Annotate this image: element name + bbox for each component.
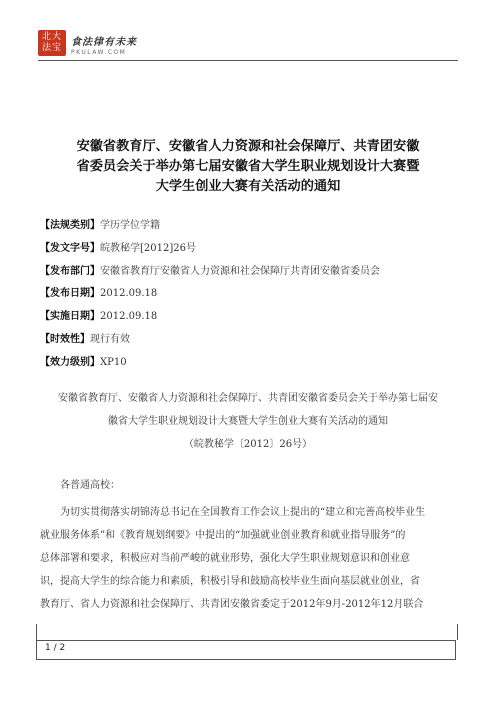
paragraph-line: 总体部署和要求，积极应对当前严峻的就业形势，强化大学生职业规划意识和创业意 [40,553,410,564]
body-heading-line: 安徽省教育厅、安徽省人力资源和社会保障厅、共青团安徽省委员会关于举办第七届安 [58,393,438,404]
pkulaw-logo-seal: 北大 法宝 [38,30,66,56]
header-divider [38,60,458,61]
paragraph-line: 识，提高大学生的综合能力和素质，积极引导和鼓励高校毕业生面向基层就业创业，省 [40,576,420,587]
title-line: 大学生创业大赛有关活动的通知 [155,179,341,194]
page-footer [36,640,456,660]
title-line: 安徽省教育厅、安徽省人力资源和社会保障厅、共青团安徽 [76,139,420,154]
meta-issuer: 【发布部门】安徽省教育厅安徽省人力资源和社会保障厅共青团安徽省委员会 [40,265,380,277]
logo-text [71,33,137,56]
document-body [40,387,456,616]
metadata-list [40,215,456,375]
site-header [38,30,458,70]
paragraph-line: 就业服务体系”和《教育规划纲要》中提出的“加强就业创业教育和就业指导服务”的 [40,530,406,541]
title-line: 省委员会关于举办第七届安徽省大学生职业规划设计大赛暨 [76,159,420,174]
document-title [40,137,456,197]
meta-publish-date: 【发布日期】2012.09.18 [40,288,158,300]
logo-url: PKULAW.COM [71,49,127,56]
salutation: 各普通高校： [60,480,120,491]
paragraph-line: 教育厅、省人力资源和社会保障厅、共青团安徽省委定于2012年9月-2012年12月联合 [40,599,424,610]
logo-slogan: 食法律有未来 [71,37,137,48]
meta-validity: 【时效性】现行有效 [40,333,130,345]
meta-doc-number: 【发文字号】皖教秘学[2012]26号 [40,242,196,254]
meta-level: 【效力级别】XP10 [40,356,127,368]
body-heading-line: 徽省大学生职业规划设计大赛暨大学生创业大赛有关活动的通知 [108,416,388,427]
doc-number-line: （皖教秘学〔2012〕26号） [183,439,313,450]
meta-category: 【法规类别】学历学位学籍 [40,220,160,231]
page-number: 1 / 2 [45,643,66,653]
meta-effective-date: 【实施日期】2012.09.18 [40,311,158,323]
paragraph-line: 为切实贯彻落实胡锦涛总书记在全国教育工作会议上提出的“建立和完善高校毕业生 [60,507,426,518]
page-frame [36,624,458,640]
